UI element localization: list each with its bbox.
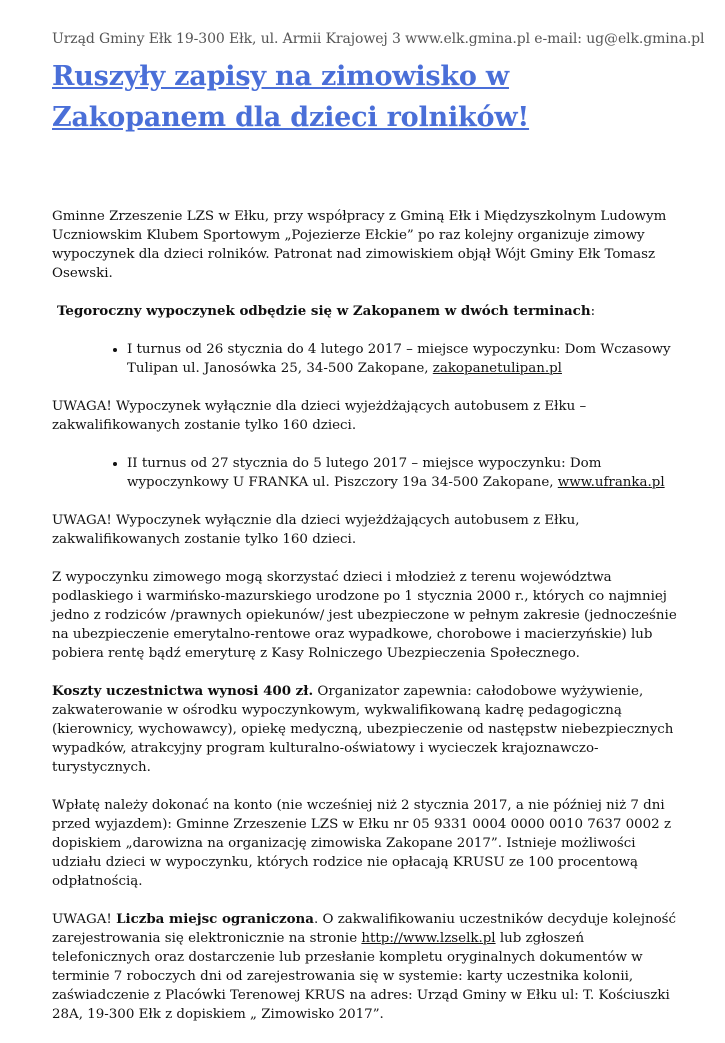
turn1-item bbox=[127, 340, 677, 378]
turn1-text: I turnus od 26 stycznia do 4 lutego 2017 – miejsce wypoczynku: Dom Wczasowy Tulipan ul. Janosówka 25, 34-500 Zakopane, bbox=[127, 342, 671, 376]
terms-lead-paragraph bbox=[52, 302, 677, 321]
turn1-link[interactable]: zakopanetulipan.pl bbox=[432, 361, 562, 376]
terms-lead-bold: Tegoroczny wypoczynek odbędzie się w Zakopanem w dwóch terminach bbox=[57, 303, 591, 319]
warning2-paragraph: UWAGA! Wypoczynek wyłącznie dla dzieci wyjeżdżających autobusem z Ełku, zakwalifikowanych zostanie tylko 160 dzieci. bbox=[52, 513, 580, 547]
registration-paragraph bbox=[52, 910, 677, 1024]
article-title[interactable] bbox=[52, 56, 692, 138]
cost-bold: Koszty uczestnictwa wynosi 400 zł. bbox=[52, 683, 314, 699]
payment-paragraph: Wpłatę należy dokonać na konto (nie wcześniej niż 2 stycznia 2017, a nie później niż 7 dni przed wyjazdem): Gminne Zrzeszenie LZS w Ełku nr 05 9331 0004 0000 0010 7637 0002 z dopiskiem „darowizna na organizację zimowiska Zakopane 2017”. Istnieje możliwości udziału dzieci w wypoczynku, których rodzice nie opłacają KRUSU ze 100 procentową odpłatnością. bbox=[52, 798, 672, 889]
cost-paragraph bbox=[52, 682, 677, 777]
article-title-link[interactable]: Ruszyły zapisy na zimowisko w Zakopanem dla dzieci rolników! bbox=[52, 61, 530, 133]
article-body bbox=[52, 207, 677, 1043]
turn1-list bbox=[52, 340, 677, 378]
registration-link[interactable]: http://www.lzselk.pl bbox=[361, 931, 496, 946]
turn2-list bbox=[52, 454, 677, 492]
cost-text: Organizator zapewnia: całodobowe wyżywienie, zakwaterowanie w ośrodku wypoczynkowym, wykwalifikowaną kadrę pedagogiczną (kierownicy, wychowawcy), opiekę medyczną, ubezpieczenie od następstw niebezpiecznych wypadków, atrakcyjny program kulturalno-oświatowy i wycieczek krajoznawczo-turystycznych. bbox=[52, 684, 674, 775]
registration-bold: Liczba miejsc ograniczona bbox=[116, 911, 314, 927]
office-header: Urząd Gminy Ełk 19-300 Ełk, ul. Armii Krajowej 3 www.elk.gmina.pl e-mail: ug@elk.gmina.pl bbox=[52, 31, 705, 47]
eligibility-paragraph: Z wypoczynku zimowego mogą skorzystać dzieci i młodzież z terenu województwa podlaskiego i warmińsko-mazurskiego urodzone po 1 stycznia 2000 r., których co najmniej jedno z rodziców /prawnych opiekunów/ jest ubezpieczone w pełnym zakresie (jednocześnie na ubezpieczenie emerytalno-rentowe oraz wypadkowe, chorobowe i macierzyńskie) lub pobiera rentę bądź emeryturę z Kasy Rolniczego Ubezpieczenia Społecznego. bbox=[52, 570, 677, 661]
registration-text-1: . O zakwalifikowaniu uczestników decyduje kolejność zarejestrowania się elektronicznie na stronie bbox=[52, 912, 677, 946]
registration-prefix: UWAGA! bbox=[52, 912, 117, 927]
warning1-paragraph: UWAGA! Wypoczynek wyłącznie dla dzieci wyjeżdżających autobusem z Ełku – zakwalifikowanych zostanie tylko 160 dzieci. bbox=[52, 399, 587, 433]
turn2-text: II turnus od 27 stycznia do 5 lutego 2017 – miejsce wypoczynku: Dom wypoczynkowy U FRANKA ul. Piszczory 19a 34-500 Zakopane, bbox=[127, 456, 602, 490]
turn2-link[interactable]: www.ufranka.pl bbox=[557, 475, 665, 490]
turn2-item bbox=[127, 454, 677, 492]
registration-text-2: lub zgłoszeń telefonicznych oraz dostarczenie lub przesłanie kompletu oryginalnych dokumentów w terminie 7 roboczych dni od zarejestrowania się w systemie: karty uczestnika kolonii, zaświadczenie z Placówki Terenowej KRUS na adres: Urząd Gminy w Ełku ul: T. Kościuszki 28A, 19-300 Ełk z dopiskiem „ Zimowisko 2017”. bbox=[52, 931, 670, 1022]
intro-paragraph: Gminne Zrzeszenie LZS w Ełku, przy współpracy z Gminą Ełk i Międzyszkolnym Ludowym Uczniowskim Klubem Sportowym „Pojezierze Ełckie” po raz kolejny organizuje zimowy wypoczynek dla dzieci rolników. Patronat nad zimowiskiem objął Wójt Gminy Ełk Tomasz Osewski. bbox=[52, 209, 667, 281]
terms-lead-suffix: : bbox=[590, 304, 596, 319]
